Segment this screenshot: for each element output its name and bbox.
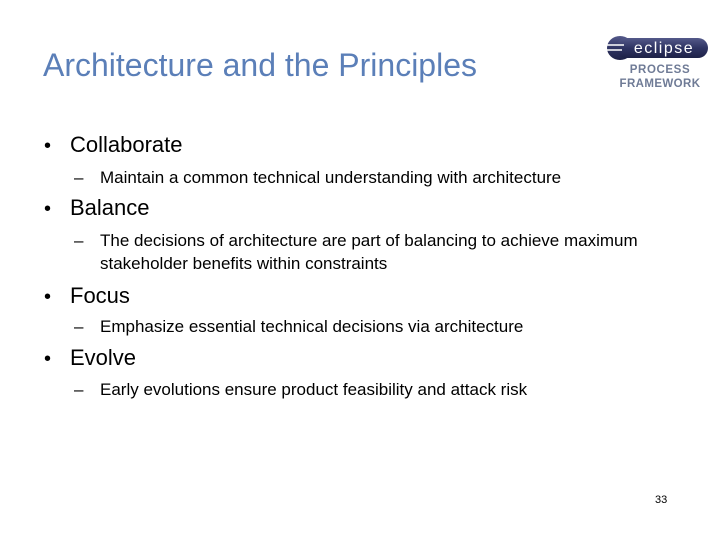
slide-title: Architecture and the Principles [43, 47, 477, 83]
sub-bullet-item [74, 167, 660, 190]
sub-bullet-dash: – [74, 231, 84, 250]
bullet-label: Collaborate [70, 132, 183, 157]
bullet-item [44, 133, 183, 157]
bullet-label: Evolve [70, 345, 137, 370]
sub-bullet-item [74, 316, 660, 339]
bullet-dot: • [44, 198, 52, 220]
bullet-dot: • [44, 348, 52, 370]
sub-bullet-dash: – [74, 317, 84, 336]
bullet-item [44, 284, 130, 308]
logo-line-process: PROCESS [629, 64, 691, 76]
bullet-item [44, 346, 136, 370]
bullet-dot: • [44, 286, 52, 308]
sub-bullet-dash: – [74, 380, 84, 399]
sub-bullet-text: Early evolutions ensure product feasibility and attack risk [100, 380, 528, 399]
sub-bullet-item [74, 379, 660, 402]
bullet-label: Focus [70, 283, 130, 308]
page-number: 33 [655, 494, 668, 506]
bullet-item [44, 196, 150, 220]
sub-bullet-dash: – [74, 168, 84, 187]
sub-bullet-text: Maintain a common technical understanding with architecture [100, 168, 562, 187]
sub-bullet-text: Emphasize essential technical decisions via architecture [100, 317, 524, 336]
logo-wordmark: eclipse [633, 40, 695, 57]
bullet-dot: • [44, 135, 52, 157]
logo-line-framework: FRAMEWORK [619, 78, 701, 90]
sub-bullet-text: The decisions of architecture are part of balancing to achieve maximum stakeholder benefits within constraints [100, 231, 638, 273]
bullet-label: Balance [70, 195, 150, 220]
sub-bullet-item [74, 230, 660, 276]
